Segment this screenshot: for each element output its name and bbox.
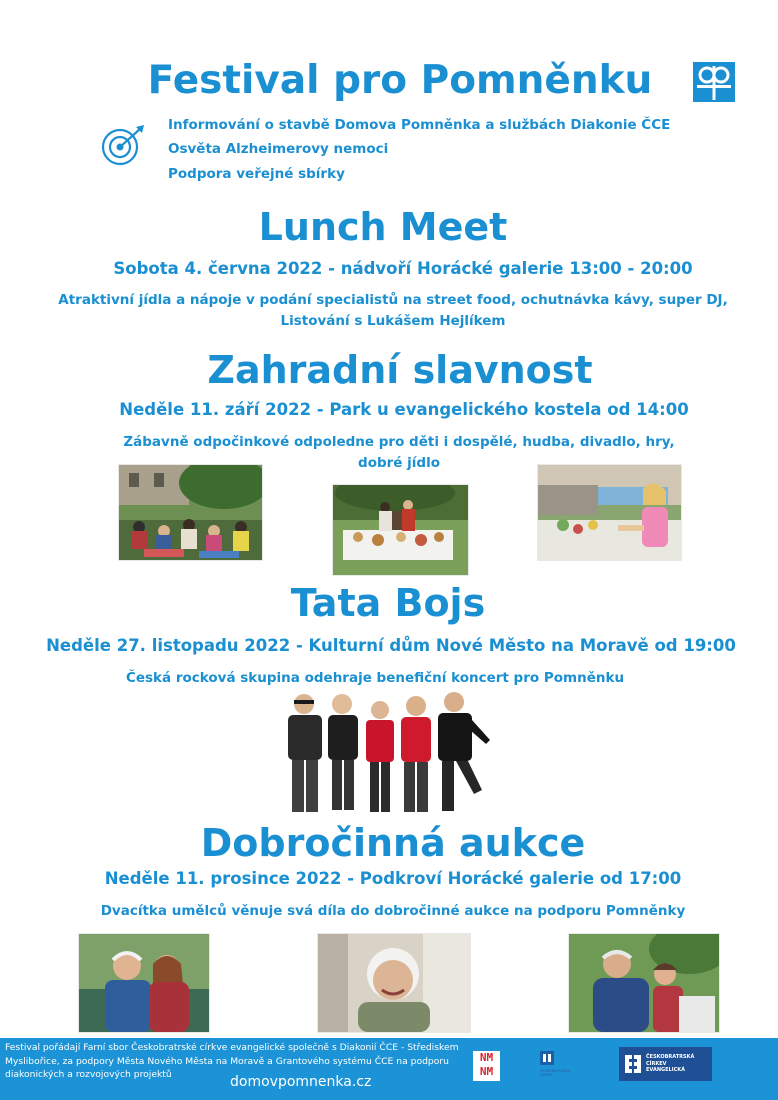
target-icon (100, 123, 148, 169)
event-description-tata-bojs: Česká rocková skupina odehraje benefiční koncert pro Pomněnku (125, 670, 625, 686)
footer-organizers-text: Festival pořádají Farní sbor Českobratrské církve evangelické společně s Diakonií ČCE - Střediskem Myslibořice, za podpory Města Nového Města na Moravě a Grantového systému ČCE na podporu diakonických a rozvojových projektů (5, 1042, 459, 1080)
event-description-dobrocinna-aukce: Dvacítka umělců věnuje svá díla do dobročinné aukce na podporu Pomněnky (100, 903, 686, 919)
photo-garden-picnic (118, 464, 263, 561)
cce-logo-small-text-2: CÍRKEV (540, 1073, 553, 1077)
event-title-tata-bojs: Tata Bojs (290, 581, 486, 625)
event-description-zahradni-slavnost: Zábavně odpočinkové odpoledne pro děti i dospělé, hudba, divadlo, hry, dobré jídlo (123, 434, 675, 471)
goal-item-1: Informování o stavbě Domova Pomněnka a službách Diakonie ČCE (168, 117, 671, 133)
cce-logo-text-2: CÍRKEV (646, 1060, 667, 1067)
photo-garden-food-table (332, 484, 469, 576)
page-title: Festival pro Pomněnku (147, 58, 653, 103)
diakonie-logo-icon (693, 62, 735, 102)
photo-band-tata-bojs (282, 690, 494, 815)
event-date-tata-bojs: Neděle 27. listopadu 2022 - Kulturní dům Nové Město na Moravě od 19:00 (46, 636, 736, 655)
event-title-lunch-meet: Lunch Meet (258, 205, 508, 249)
event-description-lunch-meet: Atraktivní jídla a nápoje v podání specialistů na street food, ochutnávka kávy, super DJ, Listování s Lukášem Hejlíkem (58, 292, 728, 329)
nmnm-logo (473, 1051, 500, 1081)
footer-website-link[interactable]: domovpomnenka.cz (230, 1074, 372, 1090)
photo-elderly-couple (78, 933, 210, 1033)
photo-garden-children-crafts (537, 464, 682, 561)
cce-logo-text-1: ČESKOBRATRSKÁ (646, 1054, 695, 1060)
cce-logo (619, 1047, 712, 1081)
cce-logo-small-icon (540, 1051, 554, 1065)
photo-elderly-man-with-woman (568, 933, 720, 1033)
goal-item-2: Osvěta Alzheimerovy nemoci (168, 141, 389, 157)
cce-logo-icon (625, 1055, 641, 1073)
cce-logo-small-text-1: ČESKOBRATRSKÁ (540, 1069, 570, 1073)
nmnm-logo-text-top: NM (479, 1051, 494, 1064)
goal-item-3: Podpora veřejné sbírky (168, 166, 345, 182)
cce-logo-text-3: EVANGELICKÁ (646, 1067, 685, 1073)
event-title-dobrocinna-aukce: Dobročinná aukce (200, 821, 586, 865)
event-title-zahradni-slavnost: Zahradní slavnost (207, 348, 593, 392)
event-date-dobrocinna-aukce: Neděle 11. prosince 2022 - Podkroví Horácké galerie od 17:00 (104, 869, 682, 888)
event-date-lunch-meet: Sobota 4. června 2022 - nádvoří Horácké galerie 13:00 - 20:00 (113, 259, 693, 278)
photo-elderly-woman-smiling (317, 933, 471, 1033)
nmnm-logo-text-bottom: NM (479, 1065, 494, 1078)
cce-logo-small (540, 1050, 580, 1086)
footer-bar (0, 1038, 778, 1100)
event-date-zahradni-slavnost: Neděle 11. září 2022 - Park u evangelického kostela od 14:00 (119, 400, 689, 419)
